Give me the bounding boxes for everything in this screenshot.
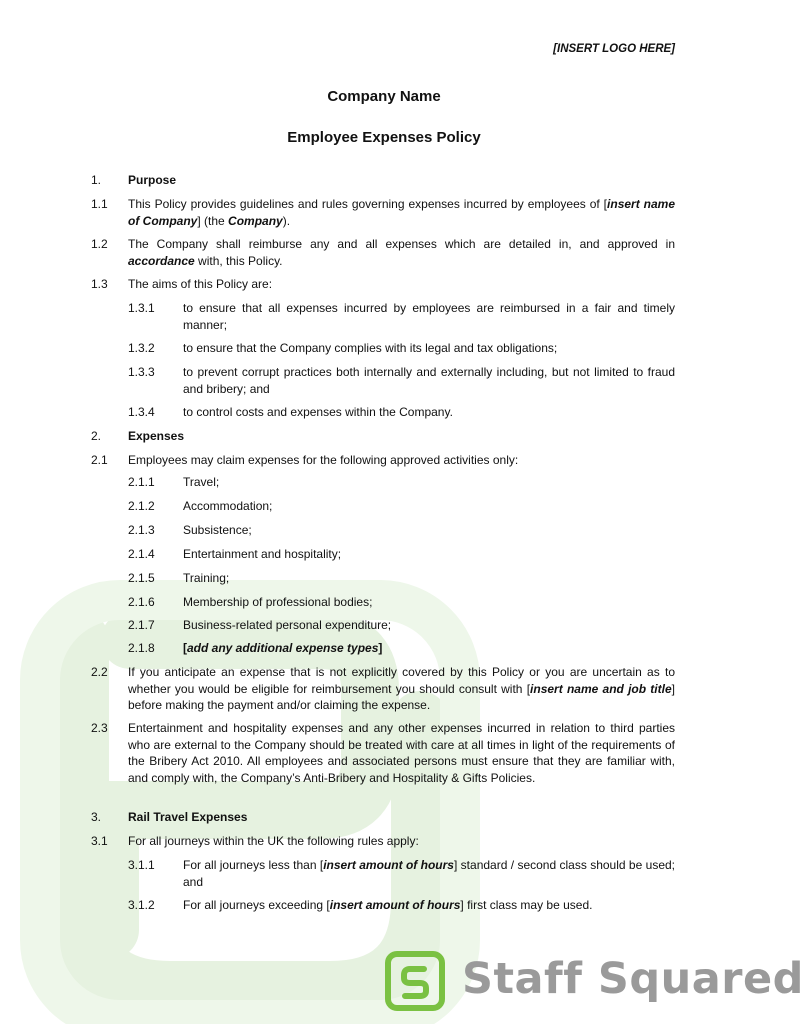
clause-number: 3.1 — [91, 834, 108, 848]
subclause-text: For all journeys less than [insert amount of hours] standard / second class should be used; and — [183, 858, 676, 889]
subclause-text: to control costs and expenses within the Company. — [183, 405, 453, 419]
subclause-number: 3.1.2 — [128, 898, 155, 912]
subclause-number: 2.1.1 — [128, 475, 155, 489]
clause-text: Entertainment and hospitality expenses and any other expenses incurred in relation to third parties who are external to the Company should be treated with care at all times in light of the requirements of the Bribery Act 2010. All employees and associated persons must ensure that they are familiar with, and comply with, the Company’s Anti-Bribery and Hospitality & Gifts Policies. — [128, 721, 675, 785]
clause-text: For all journeys within the UK the following rules apply: — [128, 834, 419, 848]
subclause-number: 3.1.1 — [128, 858, 155, 872]
subclause-text: Accommodation; — [183, 499, 273, 513]
document-title: Employee Expenses Policy — [287, 129, 481, 146]
subclause-text: Membership of professional bodies; — [183, 595, 373, 609]
subclause-text: Training; — [183, 571, 230, 585]
subclause-number: 2.1.2 — [128, 499, 155, 513]
clause-number: 2.3 — [91, 721, 108, 735]
subclause-text: Travel; — [183, 475, 220, 489]
subclause-number: 2.1.4 — [128, 547, 155, 561]
subclause-number: 2.1.8 — [128, 641, 155, 655]
clause-number: 2.2 — [91, 665, 108, 679]
subclause-number: 2.1.5 — [128, 571, 155, 585]
clause-number: 1.3 — [91, 277, 108, 291]
subclause-number: 1.3.2 — [128, 341, 155, 355]
section-number: 1. — [91, 173, 102, 187]
subclause-text: to prevent corrupt practices both internally and externally including, but not limited to fraud and bribery; and — [183, 365, 675, 396]
clause-text: Employees may claim expenses for the following approved activities only: — [128, 453, 519, 467]
subclause-text: to ensure that the Company complies with its legal and tax obligations; — [183, 341, 558, 355]
brand-logo — [384, 950, 804, 1012]
subclause-number: 2.1.6 — [128, 595, 155, 609]
company-name: Company Name — [327, 88, 441, 105]
subclause-number: 1.3.4 — [128, 405, 155, 419]
clause-text: This Policy provides guidelines and rules governing expenses incurred by employees of [insert name of Company] (the Company). — [128, 197, 676, 228]
section-number: 3. — [91, 810, 102, 824]
clause-number: 1.1 — [91, 197, 108, 211]
section-title: Rail Travel Expenses — [128, 810, 248, 824]
clause-text: If you anticipate an expense that is not explicitly covered by this Policy or you are uncertain as to whether you would be eligible for reimbursement you should consult with [insert name and job title] before making the payment and/or claiming the expense. — [128, 665, 675, 712]
clause-number: 1.2 — [91, 237, 108, 251]
clause-text: The Company shall reimburse any and all expenses which are detailed in, and approved in accordance with, this Policy. — [128, 237, 675, 268]
subclause-number: 2.1.3 — [128, 523, 155, 537]
subclause-number: 1.3.1 — [128, 301, 155, 315]
subclause-text: Entertainment and hospitality; — [183, 547, 342, 561]
brand-name: Staff Squared — [462, 954, 804, 1004]
subclause-text: [add any additional expense types] — [183, 641, 383, 655]
clause-number: 2.1 — [91, 453, 108, 467]
section-number: 2. — [91, 429, 102, 443]
staff-squared-logo-icon — [384, 950, 446, 1012]
clause-text: The aims of this Policy are: — [128, 277, 273, 291]
subclause-number: 2.1.7 — [128, 618, 155, 632]
subclause-text: Business-related personal expenditure; — [183, 618, 392, 632]
subclause-text: Subsistence; — [183, 523, 252, 537]
subclause-text: For all journeys exceeding [insert amount of hours] first class may be used. — [183, 898, 593, 912]
subclause-text: to ensure that all expenses incurred by employees are reimbursed in a fair and timely manner; — [183, 301, 675, 332]
subclause-number: 1.3.3 — [128, 365, 155, 379]
section-title: Purpose — [128, 173, 177, 187]
logo-placeholder: [INSERT LOGO HERE] — [553, 43, 675, 55]
section-title: Expenses — [128, 429, 185, 443]
